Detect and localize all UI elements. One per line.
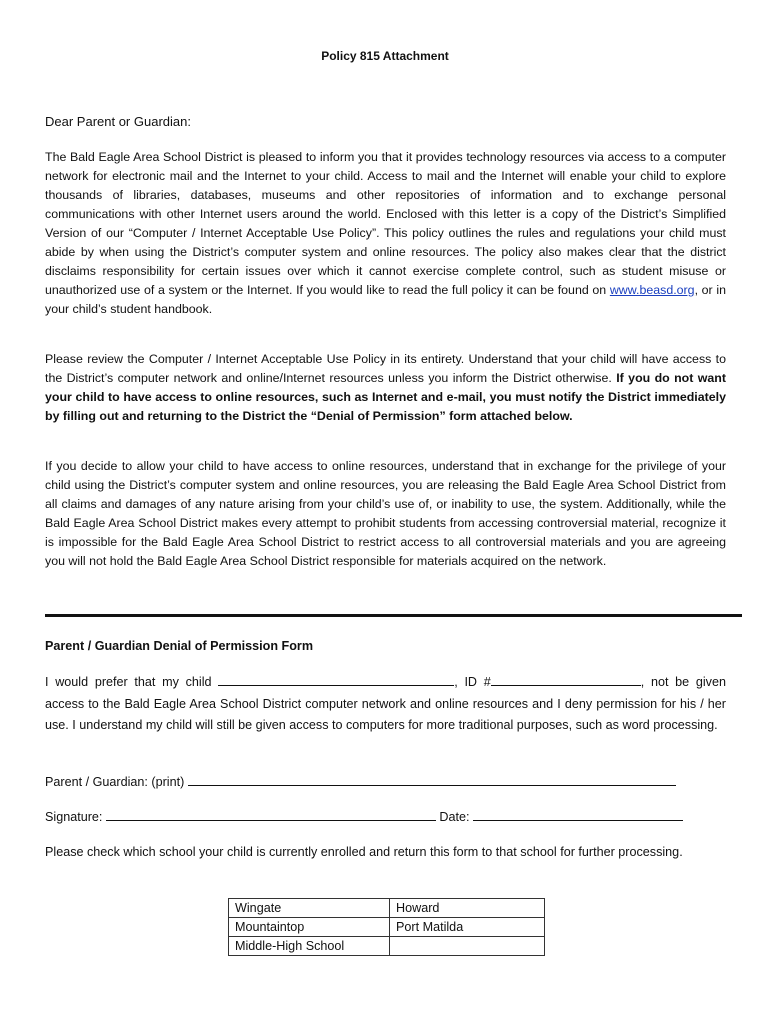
parent-name-label: Parent / Guardian: (print) [45,775,188,789]
page-title: Policy 815 Attachment [321,49,449,63]
table-row [229,899,545,918]
letter-paragraph-1 [45,148,726,319]
table-row [229,937,545,956]
table-row [229,918,545,937]
student-id-field[interactable] [491,672,641,686]
denial-statement [45,672,726,737]
paragraph-1-text-end: , or in your child’s student handbook. [45,283,726,316]
signature-label: Signature: [45,810,106,824]
school-option[interactable]: Wingate [229,899,390,918]
school-option[interactable]: Mountaintop [229,918,390,937]
parent-name-row [45,772,676,789]
child-name-field[interactable] [218,672,454,686]
denial-prefix: I would prefer that my child [45,675,219,689]
school-option[interactable]: Middle-High School [229,937,390,956]
paragraph-2-text: Please review the Computer / Internet Acceptable Use Policy in its entirety. Understand that your child will have access to the District’s computer network and online/Internet resources unless you inform the District otherwise. [45,352,726,385]
school-option[interactable]: Howard [390,899,545,918]
paragraph-1-text: The Bald Eagle Area School District is pleased to inform you that it provides technology resources via access to a computer network for electronic mail and the Internet to your child. Access to mail and the Internet will enable your child to explore thousands of libraries, databases, museums and other repositories of information and to exchange personal communications with other Internet users around the world. Enclosed with this letter is a copy of the District’s Simplified Version of our “Computer / Internet Acceptable Use Policy”. This policy outlines the rules and regulations your child must abide by when using the District’s computer system and online resources. The policy also makes clear that the district disclaims responsibility for certain issues over which it cannot exercise complete control, such as student misuse or unauthorized use of a system or the Internet. If you would like to read the full policy it can be found on [45,150,726,297]
school-option[interactable]: Port Matilda [390,918,545,937]
date-label: Date: [435,810,474,824]
form-title: Parent / Guardian Denial of Permission Form [45,639,314,653]
school-selection-table [228,898,545,956]
letter-paragraph-3: If you decide to allow your child to have access to online resources, understand that in exchange for the privilege of your child using the District’s computer system and online resources, you are releasing the Bald Eagle Area School District from all claims and damages of any nature arising from your child’s use of, or inability to use, the system. Additionally, while the Bald Eagle Area School District makes every attempt to prohibit students from accessing controversial material, recognize it is impossible for the Bald Eagle Area School District to restrict access to all controversial materials and you are agreeing you will not hold the Bald Eagle Area School District responsible for materials acquired on the network. [45,459,726,568]
id-label: , ID # [454,675,491,689]
date-field[interactable] [473,807,683,821]
signature-row [45,807,683,824]
form-instructions: Please check which school your child is currently enrolled and return this form to that school for further processing. [45,845,683,859]
empty-cell [390,937,545,956]
paragraph-2-bold-notice: If you do not want your child to have access to online resources, such as Internet and e-mail, you must notify the District immediately by filling out and returning to the District the “Denial of Permission” form attached below. [45,371,726,423]
section-divider [45,614,742,617]
signature-field[interactable] [106,807,436,821]
letter-paragraph-2 [45,350,726,426]
letter-greeting: Dear Parent or Guardian: [45,114,191,129]
parent-name-field[interactable] [188,772,676,786]
district-website-link[interactable]: www.beasd.org [609,283,695,297]
denial-suffix: , not be given access to the Bald Eagle Area School District computer network and online resources and I deny permission for his / her use. I understand my child will still be given access to computers for more traditional purposes, such as word processing. [45,675,726,732]
